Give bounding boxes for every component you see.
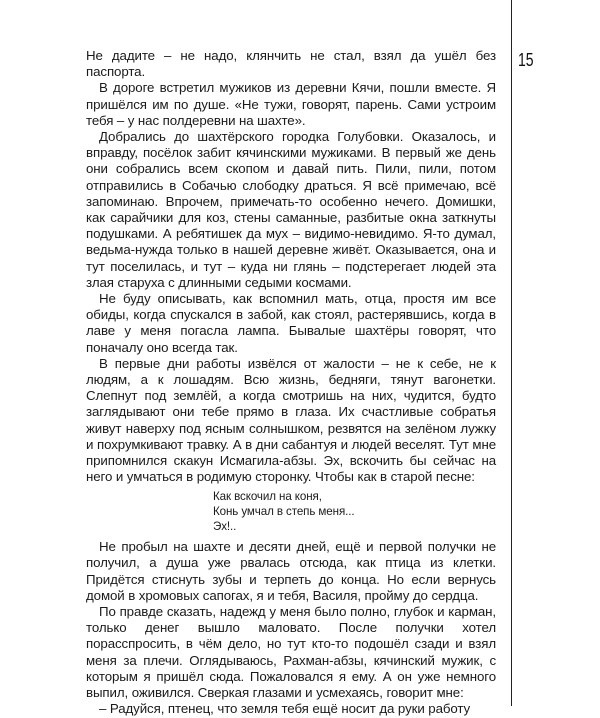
body-text xyxy=(86,48,496,718)
verse-line: Конь умчал в степь меня... xyxy=(213,505,355,519)
paragraph: Не дадите – не надо, клянчить не стал, взял да ушёл без паспорта. xyxy=(86,48,496,80)
paragraph: По правде сказать, надежд у меня было полно, глубок и карман, только денег вышло маловато. После получки хотел порасспросить, в чём дело, но тут кто-то подошёл сзади и взял меня за плечи. Оглядываюсь, Рахман-абзы, кячинский мужик, с которым я пришёл сюда. Пожаловался я ему. А он уже немного выпил, оживился. Сверкая глазами и усмехаясь, говорит мне: xyxy=(86,604,496,701)
verse-line: Как вскочил на коня, xyxy=(213,490,322,504)
verse-quote xyxy=(213,490,496,534)
paragraph: Не пробыл на шахте и десяти дней, ещё и первой получки не получил, а душа уже рвалась отсюда, как птица из клетки. Придётся стиснуть зубы и терпеть до конца. Но если вернусь домой в хромовых сапогах, я и тебя, Василя, пройму до сердца. xyxy=(86,539,496,603)
paragraph: Не буду описывать, как вспомнил мать, отца, простя им все обиды, когда спускался в забой, как стоял, растерявшись, когда в лаве у меня погасла лампа. Бывалые шахтёры говорят, что поначалу оно всегда так. xyxy=(86,291,496,355)
paragraph: – Радуйся, птенец, что земля тебя ещё носит да руки работу xyxy=(99,701,471,717)
margin-rule xyxy=(511,0,512,706)
paragraph: Добрались до шахтёрского городка Голубовки. Оказалось, и вправду, посёлок забит кячинскими мужиками. В первый же день они собрались всем скопом и давай пить. Пили, пили, потом отправились в Собачью слободку драться. Я всё примечаю, всё запоминаю. Впрочем, примечать-то особенно нечего. Домишки, как сарайчики для коз, стены саманные, разбитые окна заткнуты подушками. А ребятишек да мух – видимо-невидимо. Я-то думал, ведьма-нужда только в нашей деревне живёт. Оказывается, она и тут поселилась, и тут – куда ни глянь – подстерегает людей эта злая старуха с длинными седыми космами. xyxy=(86,129,496,290)
page-number: 15 xyxy=(518,50,534,70)
paragraph: В первые дни работы извёлся от жалости – не к себе, не к людям, а к лошадям. Всю жизнь, бедняги, тянут вагонетки. Слепнут под землёй, а когда смотришь на них, чудится, будто заглядывают они тебе прямо в глаза. Их счастливые собратья живут наверху под ясным солнышком, резвятся на зелёном лужку и похрумкивают травку. А в дни сабантуя и людей веселят. Тут мне припомнился скакун Исмагила-абзы. Эх, вскочить бы сейчас на него и умчаться в родимую сторонку. Чтобы как в старой песне: xyxy=(86,355,496,485)
paragraph: В дороге встретил мужиков из деревни Кячи, пошли вместе. Я пришёлся им по душе. «Не тужи, говорят, парень. Сами устроим тебя – у нас полдеревни на шахте». xyxy=(86,80,496,128)
verse-line: Эх!.. xyxy=(213,519,237,533)
